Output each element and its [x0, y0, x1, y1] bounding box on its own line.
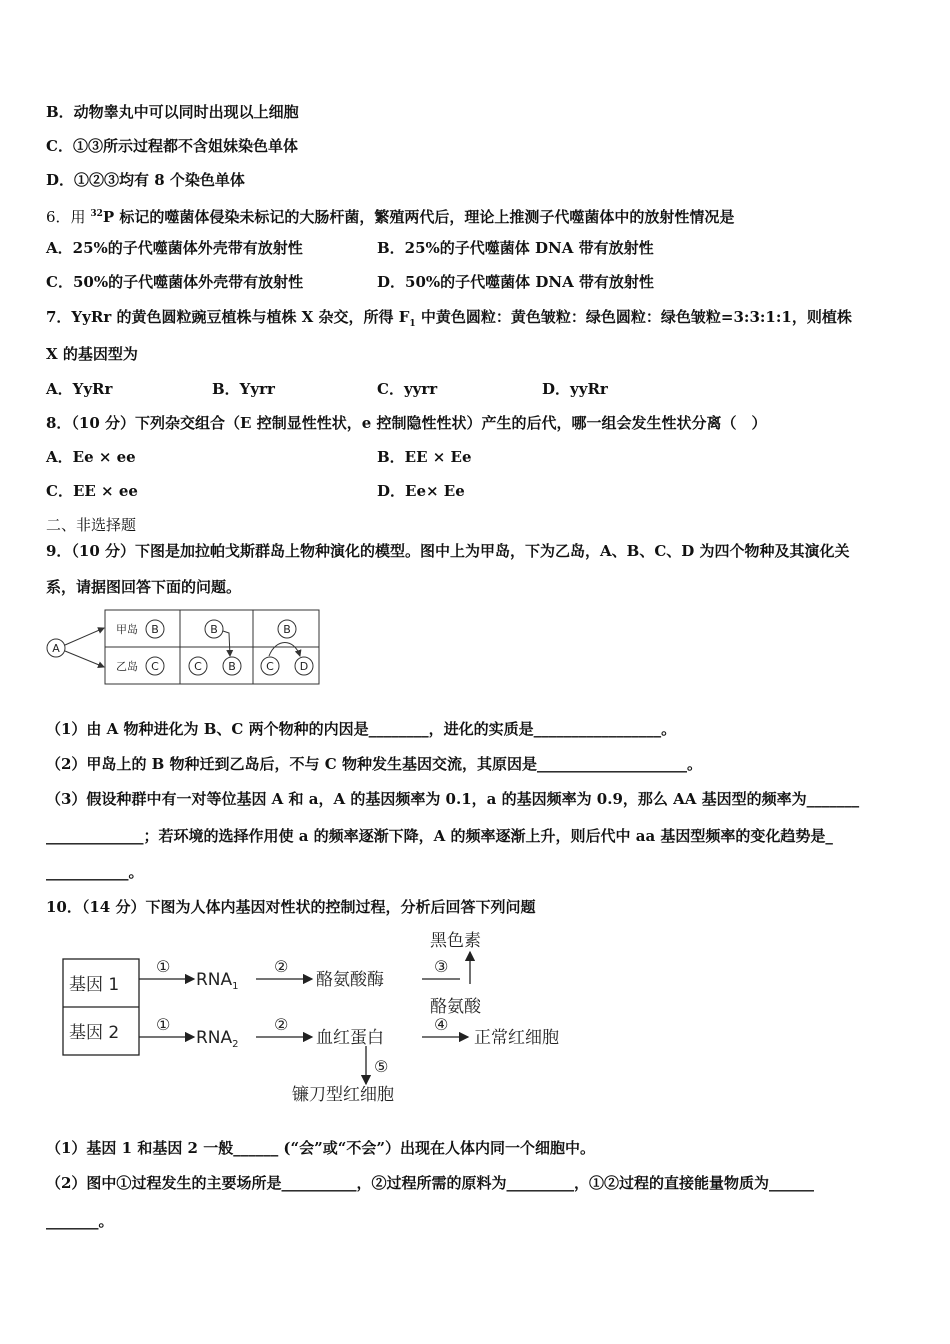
q5-option-d: D．①②③均有 8 个染色单体 — [46, 171, 245, 189]
q9-subq-3-line1: （3）假设种群中有一对等位基因 A 和 a，A 的基因频率为 0.1，a 的基因频率为 0.9，那么 AA 基因型的频率为_______ — [46, 790, 860, 808]
normal-rbc-label: 正常红细胞 — [474, 1028, 559, 1048]
tyrosine-label: 酪氨酸 — [430, 997, 481, 1017]
tyrosinase-label: 酪氨酸酶 — [316, 970, 384, 990]
gene-control-diagram — [60, 926, 620, 1108]
q9-subq-2: （2）甲岛上的 B 物种迁到乙岛后，不与 C 物种发生基因交流，其原因是____________________。 — [46, 755, 702, 773]
rna2-label — [196, 1028, 239, 1050]
q6-stem-post: P 标记的噬菌体侵染未标记的大肠杆菌，繁殖两代后，理论上推测子代噬菌体中的放射性情况是 — [102, 208, 735, 226]
arrow-a-to-jia — [65, 628, 104, 645]
hemoglobin-label: 血红蛋白 — [316, 1028, 384, 1048]
q10-subq-1: （1）基因 1 和基因 2 一般______ (“会”或“不会”）出现在人体内同一个细胞中。 — [46, 1139, 596, 1157]
island-evolution-diagram — [44, 606, 324, 688]
label-c: C — [266, 660, 274, 673]
rna1-subscript: 1 — [232, 981, 239, 992]
section-2-heading: 二、非选择题 — [46, 516, 137, 534]
q7-option-d: D．yyRr — [542, 380, 608, 398]
q5-option-b: B．动物睾丸中可以同时出现以上细胞 — [46, 103, 299, 121]
melanin-label: 黑色素 — [430, 931, 481, 951]
q7-stem-pre: 7．YyRr 的黄色圆粒豌豆植株与植株 X 杂交，所得 F — [46, 308, 410, 326]
sickle-cell-label: 镰刀型红细胞 — [292, 1085, 394, 1105]
arrow-c-to-d — [269, 643, 300, 657]
q7-option-b: B．Yyrr — [212, 380, 275, 398]
rna2-text: RNA — [196, 1028, 233, 1048]
arrow-b-migrate — [223, 631, 230, 656]
q10-subq-2-line1: （2）图中①过程发生的主要场所是__________，②过程所需的原料为_________，①②过程的直接能量物质为______ — [46, 1174, 814, 1192]
step-1-label: ① — [156, 957, 171, 976]
q10-subq-2-line2: _______。 — [46, 1212, 114, 1230]
step-5-label: ⑤ — [374, 1057, 389, 1076]
gene1-label: 基因 1 — [69, 975, 120, 995]
q9-stem-line1: 9．（10 分）下图是加拉帕戈斯群岛上物种演化的模型。图中上为甲岛，下为乙岛，A、B、C、D 为四个物种及其演化关 — [46, 542, 850, 560]
label-b: B — [228, 660, 236, 673]
gene2-label: 基因 2 — [69, 1023, 120, 1043]
q7-option-c: C．yyrr — [377, 380, 438, 398]
q7-stem — [46, 307, 852, 334]
q8-option-c: C．EE × ee — [46, 482, 138, 500]
step-2-label: ② — [274, 957, 289, 976]
label-b: B — [210, 623, 218, 636]
q8-option-a: A．Ee × ee — [46, 448, 136, 466]
q8-option-b: B．EE × Ee — [377, 448, 472, 466]
q9-stem-line2: 系，请据图回答下面的问题。 — [46, 578, 242, 596]
label-c: C — [194, 660, 202, 673]
q6-option-b: B．25%的子代噬菌体 DNA 带有放射性 — [377, 239, 654, 257]
q7-stem-line2: X 的基因型为 — [46, 345, 138, 363]
q6-option-a: A．25%的子代噬菌体外壳带有放射性 — [46, 239, 303, 257]
step-3-label: ③ — [434, 957, 449, 976]
label-yi-island: 乙岛 — [116, 660, 138, 673]
step-2-label: ② — [274, 1015, 289, 1034]
q7-option-a: A．YyRr — [46, 380, 113, 398]
label-a: A — [52, 642, 60, 655]
label-b: B — [283, 623, 291, 636]
q6-stem — [46, 204, 734, 227]
arrow-a-to-yi — [65, 651, 104, 667]
label-d: D — [299, 660, 309, 673]
q5-option-c: C．①③所示过程都不含姐妹染色单体 — [46, 137, 298, 155]
label-jia-island: 甲岛 — [116, 623, 138, 636]
rna1-label — [196, 970, 239, 992]
q6-stem-pre: 6．用 — [46, 208, 91, 226]
q6-option-d: D．50%的子代噬菌体 DNA 带有放射性 — [377, 273, 654, 291]
rna2-subscript: 2 — [232, 1039, 239, 1050]
step-1-label: ① — [156, 1015, 171, 1034]
rna1-text: RNA — [196, 970, 233, 990]
q8-option-d: D．Ee× Ee — [377, 482, 465, 500]
label-b: B — [151, 623, 159, 636]
q9-subq-3-line3: ___________。 — [46, 863, 144, 881]
q6-option-c: C．50%的子代噬菌体外壳带有放射性 — [46, 273, 304, 291]
q9-subq-1: （1）由 A 物种进化为 B、C 两个物种的内因是________，进化的实质是_________________。 — [46, 720, 677, 738]
label-c: C — [151, 660, 159, 673]
q7-stem-sub: 1 — [409, 319, 416, 329]
q7-stem-post: 中黄色圆粒：黄色皱粒：绿色圆粒：绿色皱粒=3:3:1:1，则植株 — [415, 308, 852, 326]
q10-stem: 10．（14 分）下图为人体内基因对性状的控制过程，分析后回答下列问题 — [46, 898, 536, 916]
q9-subq-3-line2: _____________；若环境的选择作用使 a 的频率逐渐下降，A 的频率逐渐上升，则后代中 aa 基因型频率的变化趋势是_ — [46, 827, 833, 845]
q6-stem-sup: 32 — [90, 209, 103, 219]
q8-stem: 8．（10 分）下列杂交组合（E 控制显性性状，e 控制隐性性状）产生的后代，哪一组会发生性状分离（ ） — [46, 414, 767, 432]
step-4-label: ④ — [434, 1015, 449, 1034]
